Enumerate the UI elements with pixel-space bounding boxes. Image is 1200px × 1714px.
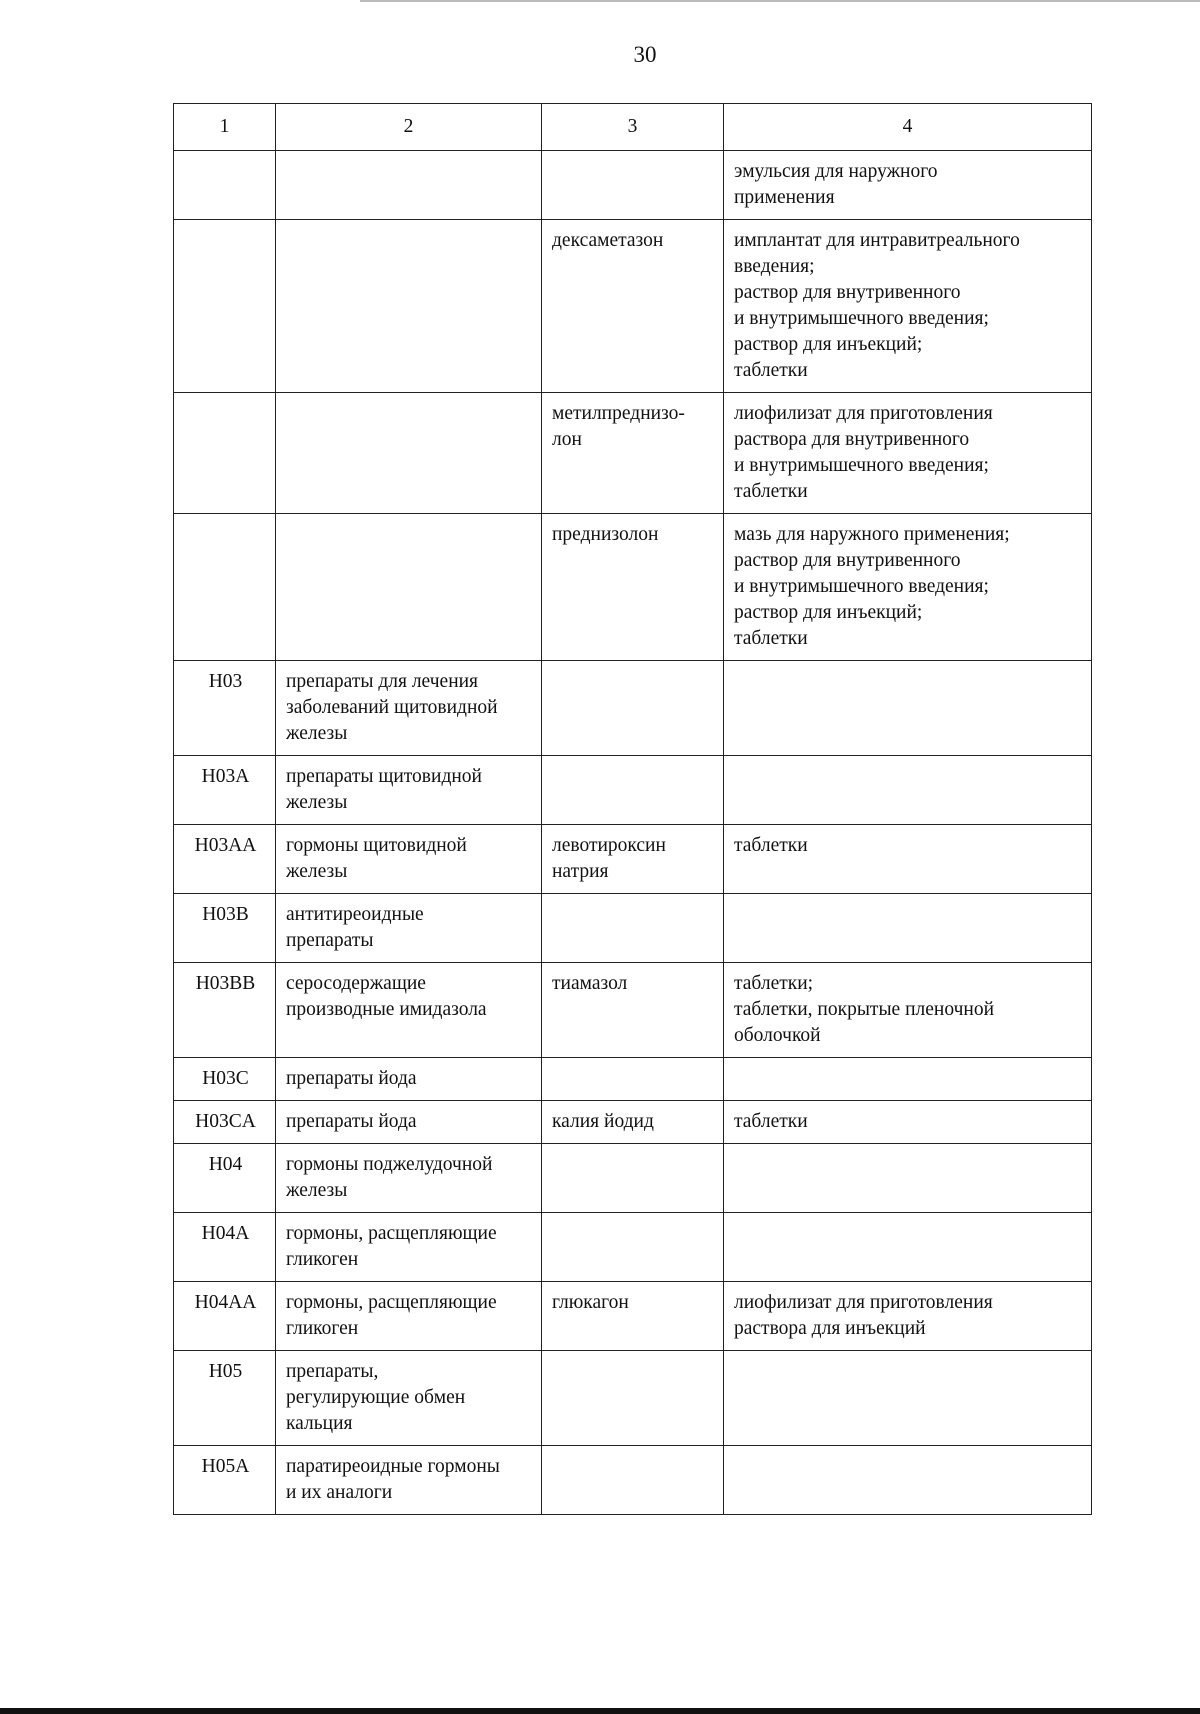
cell-line: раствор для инъекций; [734, 334, 923, 355]
drug-name-cell [542, 151, 724, 220]
header-col-3: 3 [542, 104, 724, 151]
atc-code-cell: H05A [174, 1446, 276, 1515]
cell-line: таблетки [734, 628, 808, 649]
atc-code-cell: H03BB [174, 963, 276, 1058]
drug-name-cell [542, 393, 724, 514]
cell-line: эмульсия для наружного [734, 161, 938, 182]
group-name-cell [276, 151, 542, 220]
header-col-4: 4 [724, 104, 1092, 151]
cell-line: раствор для внутривенного [734, 550, 961, 571]
cell-line: раствора для внутривенного [734, 429, 970, 450]
cell-line: антитиреоидные [286, 904, 424, 925]
cell-line: и внутримышечного введения; [734, 455, 989, 476]
cell-line: глюкагон [552, 1292, 629, 1313]
cell-line: железы [286, 1180, 348, 1201]
dosage-forms-cell [724, 756, 1092, 825]
atc-code-cell: H03CA [174, 1101, 276, 1144]
cell-line: оболочкой [734, 1025, 821, 1046]
header-col-1: 1 [174, 104, 276, 151]
cell-line: лиофилизат для приготовления [734, 1292, 993, 1313]
drug-name-cell [542, 1282, 724, 1351]
cell-line: и внутримышечного введения; [734, 308, 989, 329]
table-row [174, 963, 1092, 1058]
cell-line: регулирующие обмен [286, 1387, 466, 1408]
atc-code-cell: H03C [174, 1058, 276, 1101]
cell-line: производные имидазола [286, 999, 487, 1020]
cell-line: мазь для наружного применения; [734, 524, 1010, 545]
table-row [174, 514, 1092, 661]
table-row [174, 756, 1092, 825]
scan-bottom-edge [0, 1708, 1200, 1714]
dosage-forms-cell [724, 1213, 1092, 1282]
cell-line: таблетки [734, 481, 808, 502]
table-row [174, 661, 1092, 756]
group-name-cell [276, 1144, 542, 1213]
group-name-cell [276, 963, 542, 1058]
table-row [174, 1446, 1092, 1515]
cell-line: кальция [286, 1413, 353, 1434]
cell-line: дексаметазон [552, 230, 664, 251]
header-row [174, 104, 1092, 151]
cell-line: гормоны щитовидной [286, 835, 467, 856]
cell-line: препараты йода [286, 1111, 417, 1132]
cell-line: препараты щитовидной [286, 766, 482, 787]
group-name-cell [276, 825, 542, 894]
cell-line: препараты для лечения [286, 671, 479, 692]
table-row [174, 1351, 1092, 1446]
cell-line: имплантат для интравитреального [734, 230, 1020, 251]
drug-name-cell [542, 1058, 724, 1101]
atc-code-cell [174, 393, 276, 514]
table-row [174, 1101, 1092, 1144]
dosage-forms-cell [724, 151, 1092, 220]
dosage-forms-cell [724, 963, 1092, 1058]
dosage-forms-cell [724, 220, 1092, 393]
cell-line: железы [286, 792, 348, 813]
cell-line: железы [286, 861, 348, 882]
drug-name-cell [542, 1213, 724, 1282]
atc-code-cell: H03A [174, 756, 276, 825]
table-row [174, 894, 1092, 963]
table-body [174, 151, 1092, 1515]
atc-code-cell [174, 151, 276, 220]
drug-name-cell [542, 1351, 724, 1446]
cell-line: железы [286, 723, 348, 744]
dosage-forms-cell [724, 661, 1092, 756]
drug-name-cell [542, 220, 724, 393]
cell-line: серосодержащие [286, 973, 426, 994]
table-row [174, 151, 1092, 220]
dosage-forms-cell [724, 514, 1092, 661]
scan-top-edge [360, 0, 1200, 2]
drug-name-cell [542, 825, 724, 894]
drug-name-cell [542, 963, 724, 1058]
group-name-cell [276, 220, 542, 393]
cell-line: таблетки, покрытые пленочной [734, 999, 995, 1020]
table-row [174, 1058, 1092, 1101]
table-row [174, 393, 1092, 514]
atc-code-cell: H04 [174, 1144, 276, 1213]
cell-line: паратиреоидные гормоны [286, 1456, 500, 1477]
cell-line: таблетки [734, 360, 808, 381]
cell-line: гормоны поджелудочной [286, 1154, 493, 1175]
table-row [174, 1213, 1092, 1282]
dosage-forms-cell [724, 1058, 1092, 1101]
cell-line: раствор для внутривенного [734, 282, 961, 303]
dosage-forms-cell [724, 1351, 1092, 1446]
header-col-2: 2 [276, 104, 542, 151]
cell-line: лон [552, 429, 582, 450]
group-name-cell [276, 1213, 542, 1282]
cell-line: препараты, [286, 1361, 379, 1382]
atc-code-cell: H03AA [174, 825, 276, 894]
table-row [174, 1282, 1092, 1351]
dosage-forms-cell [724, 894, 1092, 963]
group-name-cell [276, 1101, 542, 1144]
dosage-forms-cell [724, 1144, 1092, 1213]
dosage-forms-cell [724, 1446, 1092, 1515]
cell-line: и их аналоги [286, 1482, 393, 1503]
dosage-forms-cell [724, 1101, 1092, 1144]
cell-line: преднизолон [552, 524, 659, 545]
atc-code-cell: H04A [174, 1213, 276, 1282]
cell-line: метилпреднизо- [552, 403, 685, 424]
group-name-cell [276, 1351, 542, 1446]
dosage-forms-cell [724, 1282, 1092, 1351]
atc-code-cell: H05 [174, 1351, 276, 1446]
group-name-cell [276, 393, 542, 514]
cell-line: лиофилизат для приготовления [734, 403, 993, 424]
atc-code-cell [174, 514, 276, 661]
page-number: 30 [633, 42, 657, 67]
table-header [174, 104, 1092, 151]
cell-line: раствора для инъекций [734, 1318, 926, 1339]
group-name-cell [276, 661, 542, 756]
cell-line: применения [734, 187, 835, 208]
cell-line: гормоны, расщепляющие [286, 1292, 497, 1313]
cell-line: препараты йода [286, 1068, 417, 1089]
group-name-cell [276, 756, 542, 825]
atc-code-cell: H03 [174, 661, 276, 756]
cell-line: препараты [286, 930, 374, 951]
cell-line: натрия [552, 861, 609, 882]
atc-code-cell [174, 220, 276, 393]
drug-name-cell [542, 661, 724, 756]
drug-name-cell [542, 1144, 724, 1213]
table-row [174, 220, 1092, 393]
cell-line: и внутримышечного введения; [734, 576, 989, 597]
drug-table [173, 103, 1092, 1515]
cell-line: введения; [734, 256, 815, 277]
dosage-forms-cell [724, 825, 1092, 894]
group-name-cell [276, 1446, 542, 1515]
drug-name-cell [542, 1101, 724, 1144]
table-row [174, 1144, 1092, 1213]
cell-line: гликоген [286, 1249, 359, 1270]
cell-line: таблетки [734, 835, 808, 856]
atc-code-cell: H03B [174, 894, 276, 963]
drug-name-cell [542, 514, 724, 661]
group-name-cell [276, 1058, 542, 1101]
cell-line: тиамазол [552, 973, 628, 994]
cell-line: левотироксин [552, 835, 666, 856]
drug-name-cell [542, 1446, 724, 1515]
cell-line: гликоген [286, 1318, 359, 1339]
cell-line: таблетки [734, 1111, 808, 1132]
drug-name-cell [542, 894, 724, 963]
drug-name-cell [542, 756, 724, 825]
cell-line: раствор для инъекций; [734, 602, 923, 623]
cell-line: гормоны, расщепляющие [286, 1223, 497, 1244]
atc-code-cell: H04AA [174, 1282, 276, 1351]
group-name-cell [276, 514, 542, 661]
group-name-cell [276, 894, 542, 963]
group-name-cell [276, 1282, 542, 1351]
cell-line: таблетки; [734, 973, 814, 994]
cell-line: заболеваний щитовидной [286, 697, 498, 718]
table-row [174, 825, 1092, 894]
dosage-forms-cell [724, 393, 1092, 514]
cell-line: калия йодид [552, 1111, 654, 1132]
